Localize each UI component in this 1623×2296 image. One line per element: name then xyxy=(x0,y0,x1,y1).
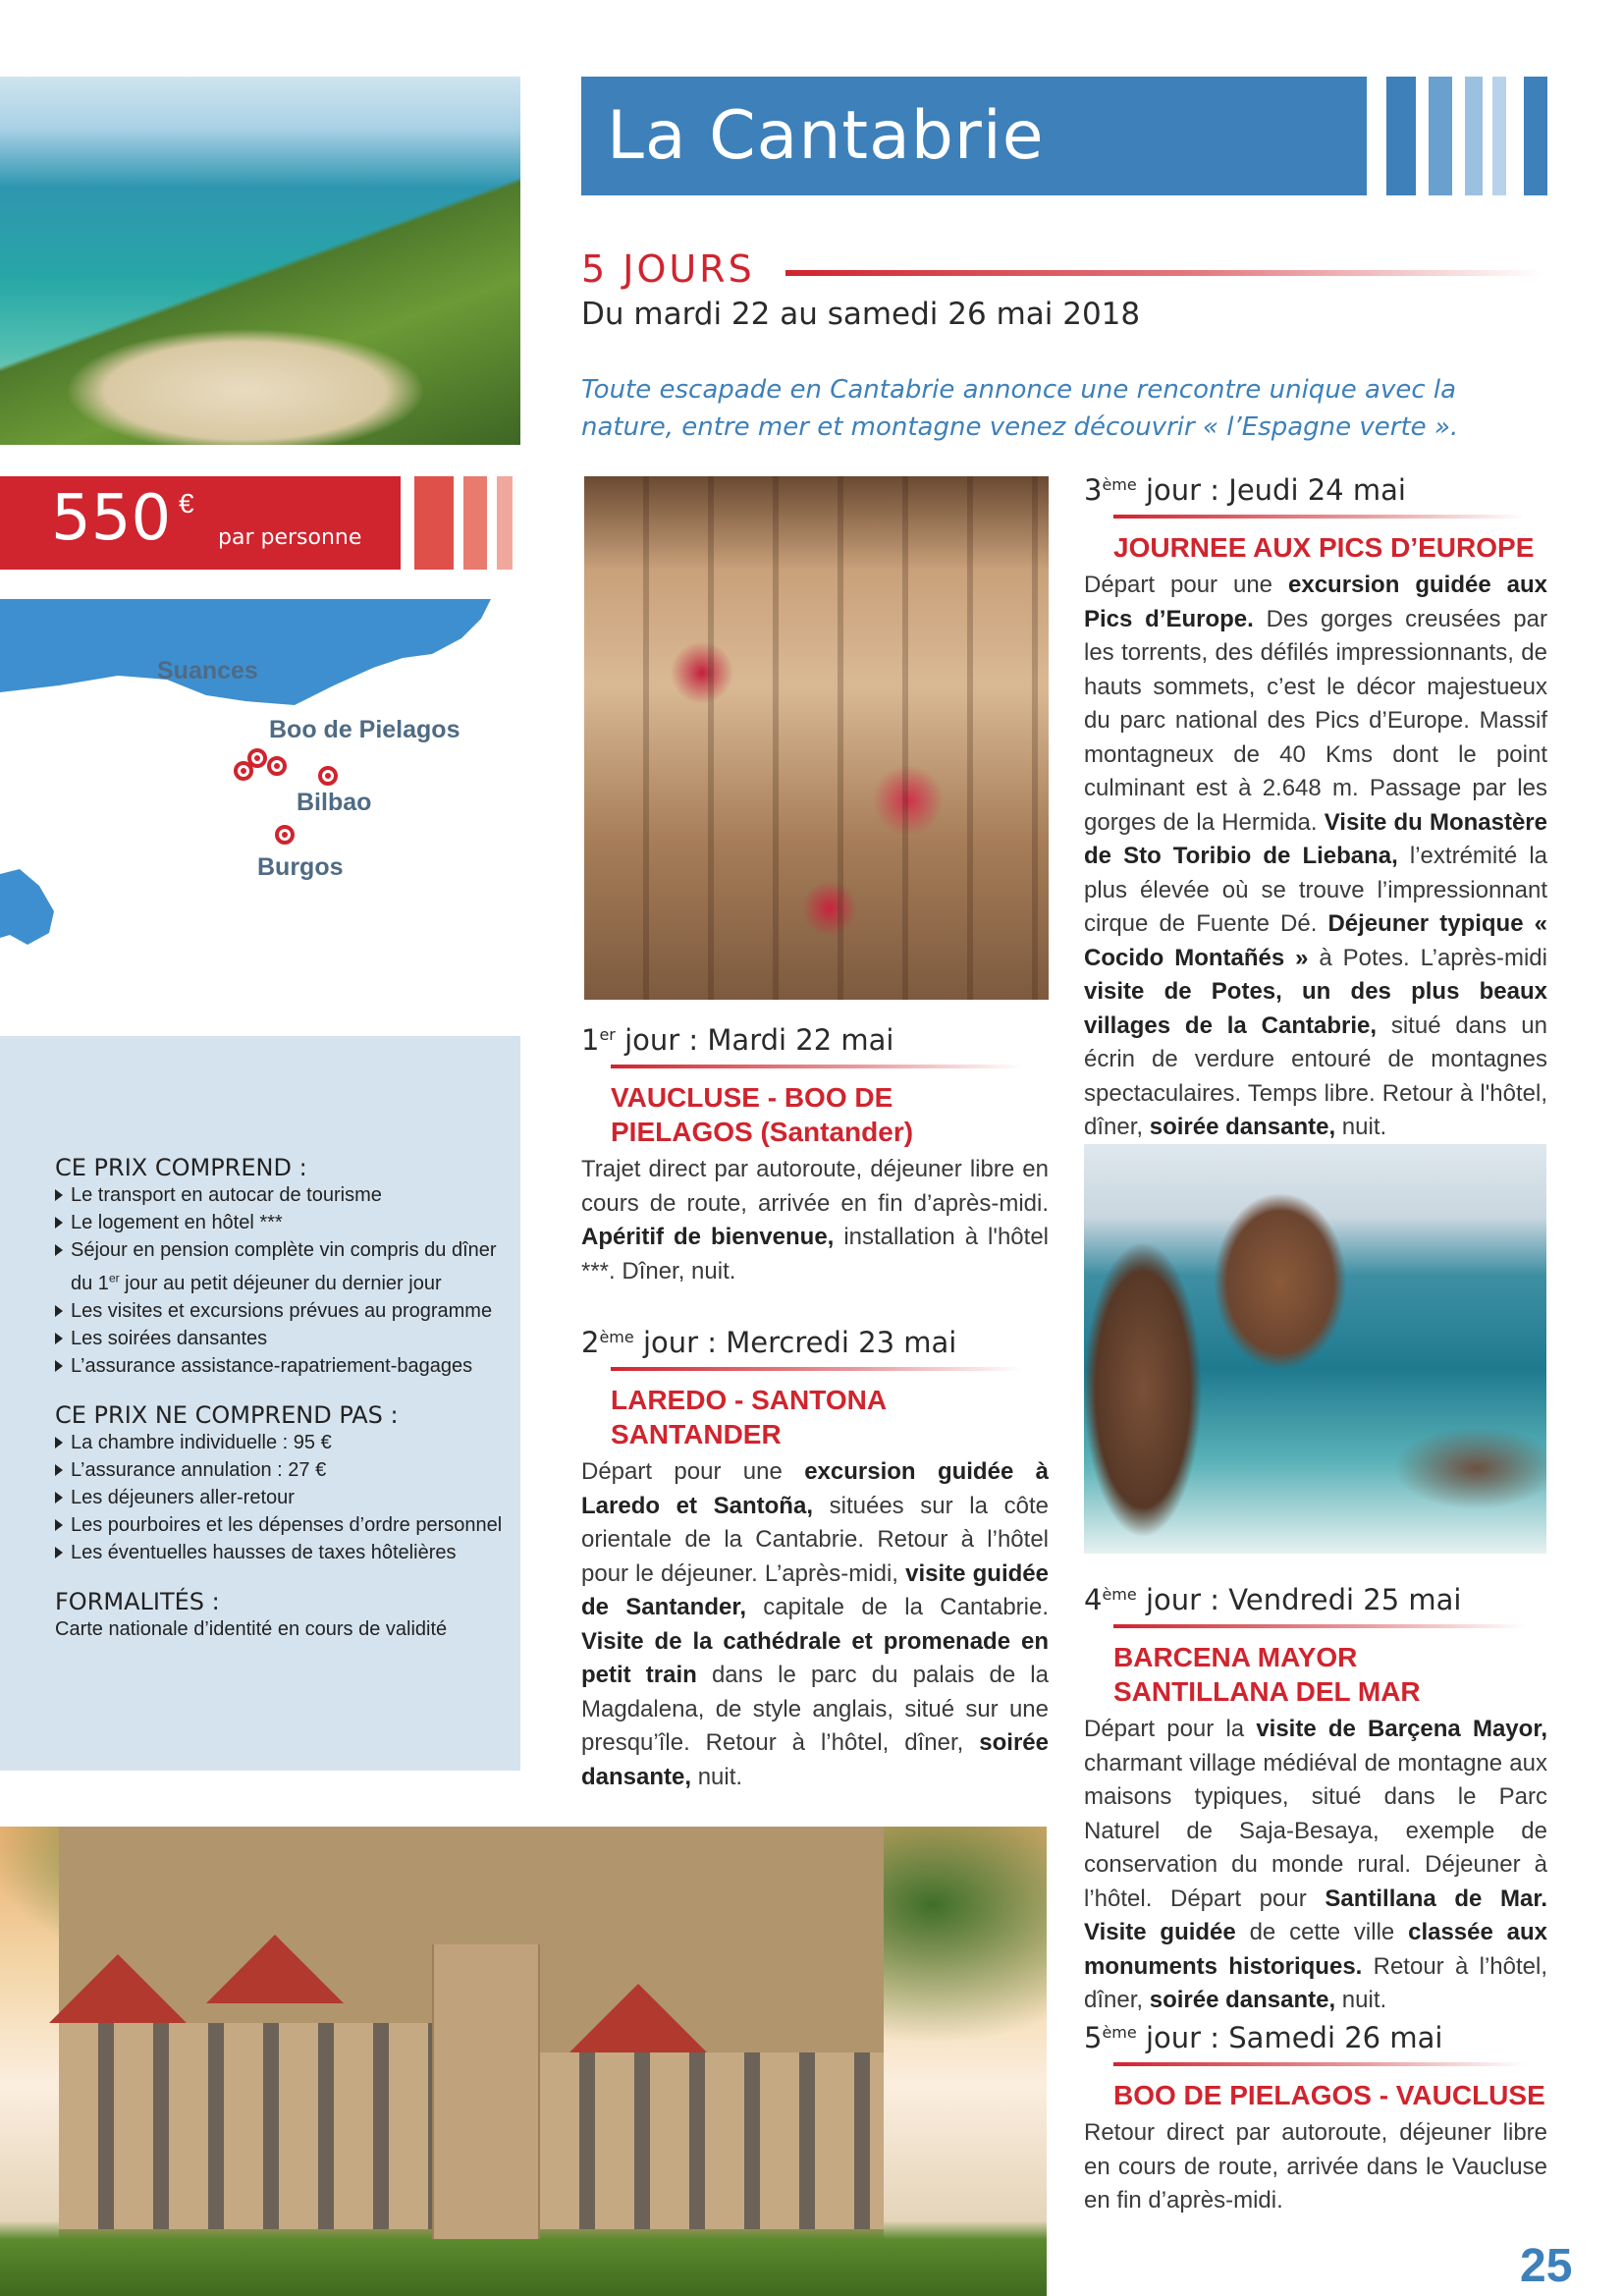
coast-photo xyxy=(1084,1144,1546,1554)
duration-underline xyxy=(785,270,1542,276)
duration: 5 JOURS xyxy=(581,247,755,291)
list-item: L’assurance annulation : 27 € xyxy=(55,1456,520,1484)
day-4 xyxy=(1084,1583,1547,2018)
day-heading: 4ème jour : Vendredi 25 mai xyxy=(1084,1583,1462,1616)
price-currency: € xyxy=(179,488,194,519)
map-pin-boo xyxy=(267,756,287,776)
list-item: La chambre individuelle : 95 € xyxy=(55,1429,520,1456)
price-per-person: par personne xyxy=(218,525,362,550)
day-underline xyxy=(1113,2062,1526,2066)
title-bar xyxy=(581,77,1367,195)
list-item: Les soirées dansantes xyxy=(55,1325,520,1352)
includes-heading: CE PRIX COMPREND : xyxy=(55,1154,307,1181)
day-underline xyxy=(611,1367,1023,1371)
formalities-text: Carte nationale d’identité en cours de validité xyxy=(55,1617,448,1640)
title-stripe xyxy=(1465,77,1483,195)
list-item: Le transport en autocar de tourisme xyxy=(55,1181,520,1209)
map-label-bilbao: Bilbao xyxy=(297,789,372,816)
map-label-de-mar: de Mar xyxy=(143,785,223,812)
day-title: LAREDO - SANTONA SANTANDER xyxy=(611,1385,888,1449)
map-pin-suances xyxy=(247,748,267,768)
list-item: Le logement en hôtel *** xyxy=(55,1209,520,1236)
map-label-boo: Boo de Pielagos xyxy=(269,716,460,743)
list-item: Les visites et excursions prévues au programme xyxy=(55,1297,520,1325)
title-stripe xyxy=(1492,77,1506,195)
day-underline xyxy=(611,1065,1023,1068)
day-title: BOO DE PIELAGOS - VAUCLUSE xyxy=(1113,2080,1545,2110)
palace-photo xyxy=(0,1827,1047,2296)
day-heading: 3ème jour : Jeudi 24 mai xyxy=(1084,473,1406,507)
day-body: Retour direct par autoroute, déjeuner libre en cours de route, arrivée dans le Vaucluse en fin d’après-midi. xyxy=(1084,2119,1547,2214)
page-title: La Cantabrie xyxy=(607,97,1045,175)
beach-photo xyxy=(0,77,520,445)
list-item: Les pourboires et les dépenses d’ordre personnel xyxy=(55,1511,520,1539)
village-photo xyxy=(584,476,1049,1000)
day-underline xyxy=(1113,515,1526,519)
title-stripe xyxy=(1386,77,1416,195)
day-5 xyxy=(1084,2021,1547,2218)
list-item: L’assurance assistance-rapatriement-bagages xyxy=(55,1352,520,1380)
trip-dates: Du mardi 22 au samedi 26 mai 2018 xyxy=(581,297,1141,332)
map-label-santillana: Santillana xyxy=(110,755,227,783)
list-item: Les déjeuners aller-retour xyxy=(55,1484,520,1511)
formalities-heading: FORMALITÉS : xyxy=(55,1587,220,1615)
list-item-text: Séjour en pension complète vin compris du dîner xyxy=(71,1239,497,1261)
intro-text: Toute escapade en Cantabrie annonce une rencontre unique avec la nature, entre mer et montagne venez découvrir « l’Espagne verte ». xyxy=(581,375,1459,442)
price-amount: 550 xyxy=(51,482,172,555)
day-3 xyxy=(1084,473,1547,1145)
list-item xyxy=(55,1236,520,1297)
day-title: JOURNEE AUX PICS D’EUROPE xyxy=(1113,532,1535,563)
day-heading: 2ème jour : Mercredi 23 mai xyxy=(581,1326,957,1359)
day-body: Départ pour la visite de Barçena Mayor, charmant village médiéval de montagne aux maisons typiques, situé dans le Parc Naturel de Saja-Besaya, exemple de conservation du monde rural. Déjeuner à l’hôtel. Départ pour Santillana de Mar. Visite guidée de cette ville classée aux monuments historiques. Retour à l’hôtel, dîner, soirée dansante, nuit. xyxy=(1084,1716,1548,2013)
day-body: Trajet direct par autoroute, déjeuner libre en cours de route, arrivée en fin d’après-midi. Apéritif de bienvenue, installation à l'hôtel ***. Dîner, nuit. xyxy=(581,1156,1049,1285)
map-label-burgos: Burgos xyxy=(257,853,344,881)
excludes-heading: CE PRIX NE COMPREND PAS : xyxy=(55,1400,399,1429)
map-country-label: ESPAGNE xyxy=(206,905,361,945)
includes-list xyxy=(55,1181,520,1380)
title-stripe xyxy=(1429,77,1452,195)
price-stripe xyxy=(497,476,513,570)
day-2 xyxy=(581,1326,1049,1794)
day-heading: 1er jour : Mardi 22 mai xyxy=(581,1023,894,1057)
day-heading: 5ème jour : Samedi 26 mai xyxy=(1084,2021,1443,2054)
list-item: Les éventuelles hausses de taxes hôtelières xyxy=(55,1539,520,1566)
excludes-list xyxy=(55,1429,520,1566)
title-stripe xyxy=(1524,77,1547,195)
price-stripe xyxy=(414,476,454,570)
price-stripe xyxy=(463,476,487,570)
list-item-cont: du 1er jour au petit déjeuner du dernier jour xyxy=(71,1271,442,1294)
region-map xyxy=(0,599,520,1000)
price-banner xyxy=(0,476,401,570)
map-pin-burgos xyxy=(275,825,295,845)
price-info-box xyxy=(0,1036,520,1771)
day-underline xyxy=(1113,1624,1526,1628)
map-pin-bilbao xyxy=(318,766,338,786)
day-body: Départ pour une excursion guidée à Laredo et Santoña, situées sur la côte orientale de la Cantabrie. Retour à l’hôtel pour le déjeuner. L’après-midi, visite guidée de Santander, capitale de la Cantabrie. Visite de la cathédrale et promenade en petit train dans le parc du palais de la Magdalena, de style anglais, situé sur une presqu’île. Retour à l’hôtel, dîner, soirée dansante, nuit. xyxy=(581,1458,1050,1790)
day-body: Départ pour une excursion guidée aux Pics d’Europe. Des gorges creusées par les torrents, des défilés impressionnants, de hauts sommets, c’est le décor majestueux du parc national des Pics d’Europe. Massif montagneux de 40 Kms dont le point culminant est à 2.648 m. Passage par les gorges de la Hermida. Visite du Monastère de Sto Toribio de Liebana, l’extrémité la plus élevée où se trouve l’impressionnant cirque de Fuente Dé. Déjeuner typique « Cocido Montañés » à Potes. L’après-midi visite de Potes, un des plus beaux villages de la Cantabrie, situé dans un écrin de verdure entouré de montagnes spectaculaires. Temps libre. Retour à l'hôtel, dîner, soirée dansante, nuit. xyxy=(1084,572,1547,1140)
day-1 xyxy=(581,1023,1049,1288)
map-label-suances: Suances xyxy=(157,657,258,684)
day-title: VAUCLUSE - BOO DE PIELAGOS (Santander) xyxy=(611,1082,914,1147)
day-title: BARCENA MAYOR SANTILLANA DEL MAR xyxy=(1113,1642,1421,1707)
page-number: 25 xyxy=(1520,2240,1573,2292)
